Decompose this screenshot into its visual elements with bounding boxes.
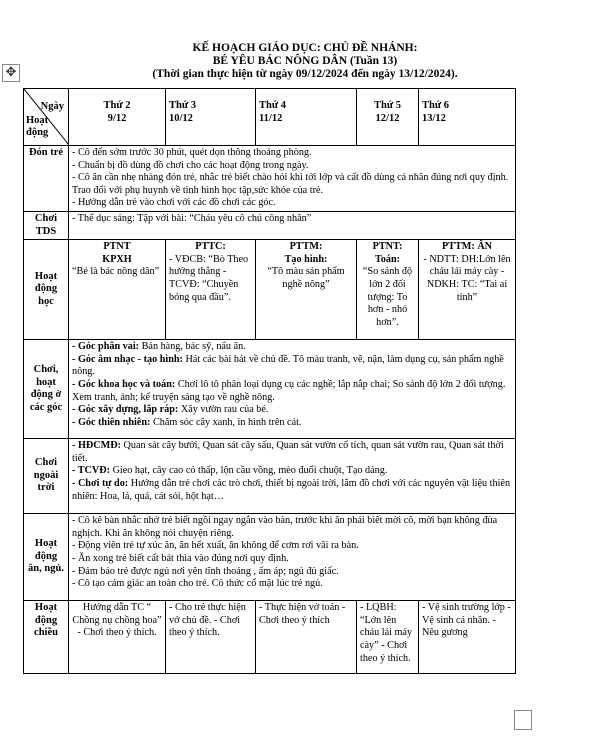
- label-hoat-dong-hoc: Hoạt động học: [24, 240, 69, 340]
- header-corner-cell: [24, 89, 69, 146]
- content-choi-goc: - Góc phân vai: Bán hàng, bác sỹ, nấu ăn. - Góc âm nhạc - tạo hình: Hát các bài hát về chủ đề. Tô màu tranh, vẽ, nặn, làm dụng cụ, sản phẩm nghề nông. - Góc khoa học và toán: Chơi lô tô phân loại dụng cụ các nghề; lắp nắp chai; So sánh độ lớn 2 đối tượng. Xem tranh, ảnh; kể truyện sáng tạo về nghề nông. - Góc xây dựng, lắp ráp: Xây vườn rau của bé. - Góc thiên nhiên: Chăm sóc cây xanh, in hình trên cát.: [69, 340, 516, 439]
- day-header-wed: Thứ 4 11/12: [256, 89, 357, 146]
- lesson-fri: PTTM: ÂN - NDTT: DH:Lớn lên cháu lái máy cày - NDKH: TC: “Tai ai tinh”: [419, 240, 516, 340]
- lesson-plan-table: [23, 88, 516, 674]
- content-don-tre: - Cô đến sớm trước 30 phút, quét dọn thông thoáng phòng. - Chuẩn bị đồ dùng đồ chơi cho các hoạt động trong ngày. - Cô ân cần nhẹ nhàng đón trẻ, nhắc trẻ biết chào hỏi khi tới lớp và cất đồ dùng cá nhân đúng nơi quy định. Trao đổi với phụ huynh về tình hình học tập,sức khỏe của trẻ. - Hướng dẫn trẻ vào chơi với các đồ chơi các góc.: [69, 146, 516, 212]
- day-header-thu: Thứ 5 12/12: [357, 89, 419, 146]
- table-move-handle-icon[interactable]: ✥: [2, 64, 20, 82]
- page-corner-marker: [514, 710, 532, 730]
- lesson-mon: PTNT KPXH “Bé là bác nông dân”: [69, 240, 166, 340]
- corner-label-day: Ngày: [40, 101, 64, 112]
- label-an-ngu: Hoạt động ăn, ngủ.: [24, 514, 69, 601]
- lesson-tue: PTTC: - VĐCB: “Bò Theo hướng thẳng - TCVĐ: “Chuyền bóng qua đầu”.: [166, 240, 256, 340]
- plan-title-line-2: BÉ YÊU BÁC NÔNG DÂN (Tuần 13): [212, 55, 398, 67]
- afternoon-wed: - Thực hiện vở toán - Chơi theo ý thích: [256, 601, 357, 674]
- day-header-fri: Thứ 6 13/12: [419, 89, 516, 146]
- label-choi-goc: Chơi, hoạt động ở các góc: [24, 340, 69, 439]
- row-an-ngu: [24, 514, 516, 601]
- afternoon-fri: - Vệ sinh trường lớp - Vệ sinh cá nhân. - Nêu gương: [419, 601, 516, 674]
- label-choi-tds: Chơi TDS: [24, 211, 69, 239]
- row-chieu: [24, 601, 516, 674]
- row-don-tre: [24, 146, 516, 212]
- row-choi-goc: [24, 340, 516, 439]
- header-row: [24, 89, 516, 146]
- content-an-ngu: - Cô kê bàn nhắc nhở trẻ biết ngồi ngay ngắn vào bàn, trước khi ăn phải biết mời cô, mời bạn không đùa nghịch. Khi ăn không nói chuyện riêng. - Động viên trẻ tự xúc ăn, ăn hết xuất, ăn không để cơm rơi vãi ra bàn. - Ăn xong trẻ biết cất bát thìa vào đúng nơi quy định. - Đảm bảo trẻ được ngủ nơi yên tĩnh thoáng , ấm áp; ngủ đủ giấc. - Cô tạo cảm giác an toàn cho trẻ. Cô thức cổ mặt lúc trẻ ngủ.: [69, 514, 516, 601]
- content-choi-tds: - Thể dục sáng: Tập với bài: “Cháu yêu cô chú công nhân”: [69, 211, 516, 239]
- label-choi-ngoai-troi: Chơi ngoài trời: [24, 439, 69, 514]
- lesson-thu: PTNT: Toán: “So sánh độ lớn 2 đối tượng: To hơn - nhỏ hơn”.: [357, 240, 419, 340]
- day-header-mon: Thứ 2 9/12: [69, 89, 166, 146]
- row-choi-ngoai-troi: [24, 439, 516, 514]
- afternoon-tue: - Cho trẻ thực hiện vở chủ đề. - Chơi theo ý thích.: [166, 601, 256, 674]
- label-chieu: Hoạt động chiều: [24, 601, 69, 674]
- afternoon-thu: - LQBH: “Lớn lên cháu lái máy cày” - Chơi theo ý thích.: [357, 601, 419, 674]
- afternoon-mon: Hướng dẫn TC “ Chồng nụ chồng hoa” - Chơi theo ý thích.: [69, 601, 166, 674]
- row-hoat-dong-hoc: [24, 240, 516, 340]
- plan-title-line-1: KẾ HOẠCH GIÁO DỤC: CHỦ ĐỀ NHÁNH:: [192, 42, 418, 54]
- lesson-wed: PTTM: Tạo hình: “Tô màu sản phẩm nghề nông”: [256, 240, 357, 340]
- corner-label-activity: Hoạt động: [26, 115, 49, 138]
- row-choi-tds: [24, 211, 516, 239]
- label-don-tre: Đón trẻ: [24, 146, 69, 212]
- content-choi-ngoai-troi: - HĐCMĐ: Quan sát cây bưởi, Quan sát cây sấu, Quan sát vườn cổ tích, quan sát vườn rau, Quan sát thời tiết. - TCVĐ: Gieo hạt, cây cao cỏ thấp, lộn cầu vồng, mèo đuổi chuột, Tạo dáng. - Chơi tự do: Hướng dẫn trẻ chơi các trò chơi, thiết bị ngoài trời, lắm đồ chơi với các nguyên vật liệu thiên nhiên: Hoa, lá, quả, cát sỏi, hột hạt…: [69, 439, 516, 514]
- plan-title-line-3: (Thời gian thực hiện từ ngày 09/12/2024 đến ngày 13/12/2024).: [152, 68, 458, 80]
- day-header-tue: Thứ 3 10/12: [166, 89, 256, 146]
